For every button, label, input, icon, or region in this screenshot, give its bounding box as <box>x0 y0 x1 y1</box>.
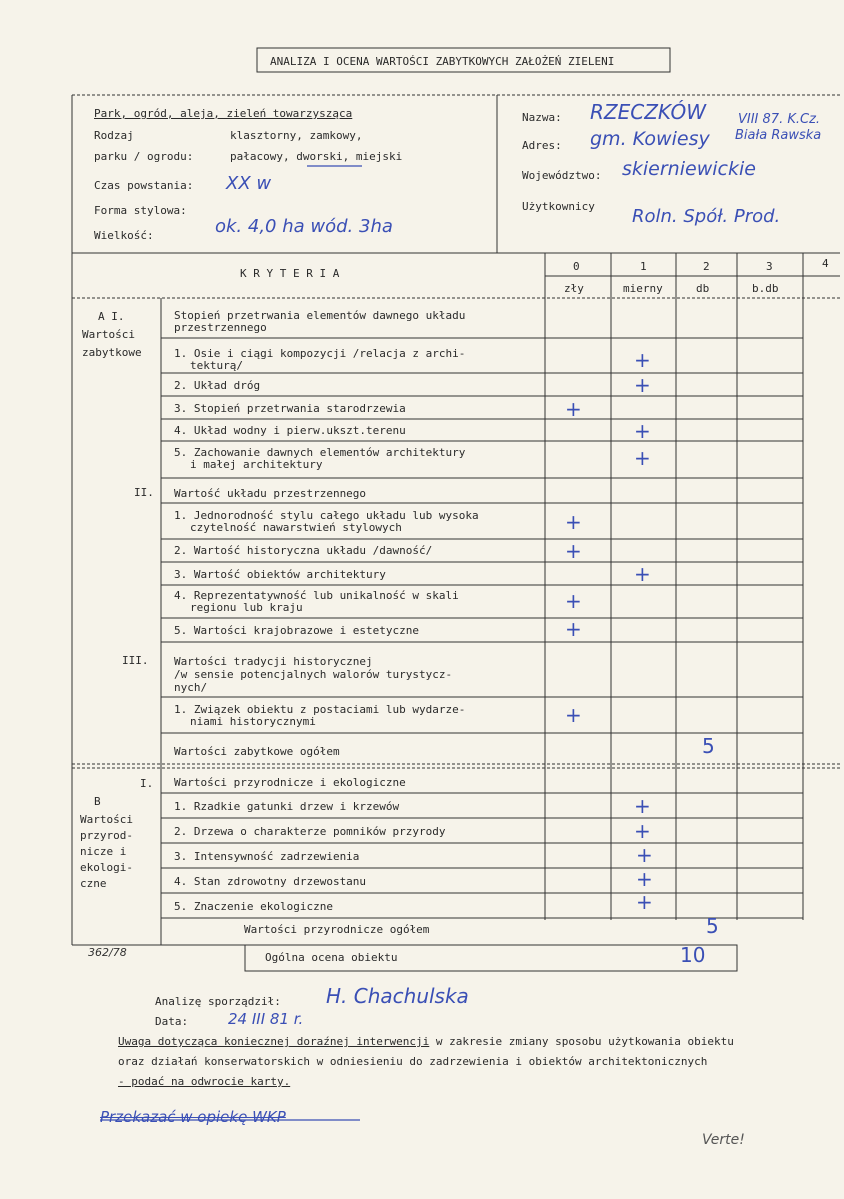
rodzaj-options-1: klasztorny, zamkowy, <box>230 129 363 142</box>
total-zabytkowe-value: 5 <box>702 734 715 758</box>
b-row5: 5. Znaczenie ekologiczne <box>174 900 333 913</box>
group1-title-2: przestrzennego <box>174 321 267 334</box>
mark-b-row2: + <box>634 819 651 843</box>
mark-a1-row5: + <box>634 446 651 470</box>
total-zabytkowe-label: Wartości zabytkowe ogółem <box>174 745 340 758</box>
mark-a2-row3: + <box>634 562 651 586</box>
date-value: 24 III 81 r. <box>228 1010 304 1028</box>
overall-label: Ogólna ocena obiektu <box>265 951 398 964</box>
a2-row3: 3. Wartość obiektów architektury <box>174 568 386 581</box>
score-3: 3 <box>766 260 773 273</box>
a1-row5-l1: 5. Zachowanie dawnych elementów architektury <box>174 446 466 459</box>
section-b-side-4: ekologi- <box>80 861 133 874</box>
section-b-side-1: Wartości <box>80 813 133 826</box>
mark-a1-row2: + <box>634 373 651 397</box>
uzytkownicy-value: Roln. Spół. Prod. <box>632 206 781 227</box>
park-label: Park, ogród, aleja, zieleń towarzysząca <box>94 107 353 120</box>
group3-title-3: nych/ <box>174 681 208 694</box>
section-a-side-1: Wartości <box>82 328 135 341</box>
criteria-label: K R Y T E R I A <box>240 267 340 280</box>
czas-label: Czas powstania: <box>94 179 194 192</box>
section-a-roman2: II. <box>134 486 154 499</box>
rodzaj-label: Rodzaj <box>94 129 134 142</box>
group-b-title: Wartości przyrodnicze i ekologiczne <box>174 776 406 789</box>
a1-row3: 3. Stopień przetrwania starodrzewia <box>174 402 406 415</box>
note-line-2: oraz działań konserwatorskich w odniesieniu do zadrzewienia i obiektów architektonicznych <box>118 1055 708 1068</box>
note-line-1-rest: w zakresie zmiany sposobu użytkowania obiektu <box>429 1035 734 1048</box>
score-1: 1 <box>640 260 647 273</box>
grade-0: zły <box>564 282 584 295</box>
uzytkownicy-label: Użytkownicy <box>522 200 595 213</box>
a2-row2: 2. Wartość historyczna układu /dawność/ <box>174 544 433 557</box>
a1-row2: 2. Układ dróg <box>174 379 261 392</box>
mark-a2-row4: + <box>565 589 582 613</box>
a1-row4: 4. Układ wodny i pierw.ukszt.terenu <box>174 424 406 437</box>
total-przyrodnicze-label: Wartości przyrodnicze ogółem <box>244 923 430 936</box>
side-note-1: VIII 87. K.Cz. <box>738 112 821 127</box>
mark-a1-row3: + <box>565 397 582 421</box>
section-a-roman: A I. <box>98 310 125 323</box>
mark-b-row5: + <box>636 890 653 914</box>
document-title: ANALIZA I OCENA WARTOŚCI ZABYTKOWYCH ZAŁOŻEŃ ZIELENI <box>270 55 615 68</box>
adres-value: gm. Kowiesy <box>590 128 710 150</box>
mark-a3-row1: + <box>565 703 582 727</box>
score-2: 2 <box>703 260 710 273</box>
score-4: 4 <box>822 257 829 270</box>
section-a-side-2: zabytkowe <box>82 346 142 359</box>
section-b-side-3: nicze i <box>80 845 127 858</box>
mark-a2-row5: + <box>565 617 582 641</box>
adres-label: Adres: <box>522 139 562 152</box>
grade-2: db <box>696 282 710 295</box>
b-row3: 3. Intensywność zadrzewienia <box>174 850 360 863</box>
crossed-out-note: Przekazać w opiekę WKP <box>100 1108 286 1126</box>
mark-a2-row1: + <box>565 510 582 534</box>
rodzaj-options-2: pałacowy, dworski, miejski <box>230 150 403 163</box>
a3-row1-l2: niami historycznymi <box>190 715 316 728</box>
group2-title: Wartość układu przestrzennego <box>174 487 367 500</box>
section-a-roman3: III. <box>122 654 149 667</box>
nazwa-value: RZECZKÓW <box>590 100 706 124</box>
a2-row4-l1: 4. Reprezentatywność lub unikalność w skali <box>174 589 459 602</box>
note-line-1 <box>118 1036 734 1048</box>
grade-3: b.db <box>752 282 779 295</box>
note-line-3: - podać na odwrocie karty. <box>118 1075 291 1088</box>
section-b-roman: I. <box>140 777 154 790</box>
side-note-2: Biała Rawska <box>735 128 822 143</box>
reference-number: 362/78 <box>88 946 127 959</box>
a2-row1-l2: czytelność nawarstwień stylowych <box>190 521 402 534</box>
mark-a2-row2: + <box>565 539 582 563</box>
a3-row1-l1: 1. Związek obiektu z postaciami lub wydarze- <box>174 703 466 716</box>
mark-a1-row1: + <box>634 348 651 372</box>
b-row4: 4. Stan zdrowotny drzewostanu <box>174 875 367 888</box>
a1-row1-l2: tekturą/ <box>190 359 243 372</box>
nazwa-label: Nazwa: <box>522 111 562 124</box>
a2-row1-l1: 1. Jednorodność stylu całego układu lub wysoka <box>174 509 479 522</box>
mark-b-row4: + <box>636 867 653 891</box>
mark-b-row3: + <box>636 843 653 867</box>
a1-row5-l2: i małej architektury <box>190 458 323 471</box>
verte-note: Verte! <box>702 1132 745 1148</box>
a2-row5: 5. Wartości krajobrazowe i estetyczne <box>174 624 420 637</box>
overall-value: 10 <box>680 943 706 967</box>
analysed-signature: H. Chachulska <box>326 984 469 1008</box>
wojewodztwo-label: Województwo: <box>522 169 602 182</box>
czas-value: XX w <box>226 173 272 194</box>
group3-title-2: /w sensie potencjalnych walorów turystycz- <box>174 668 453 681</box>
section-b-side-5: czne <box>80 877 107 890</box>
total-przyrodnicze-value: 5 <box>706 914 719 938</box>
wielkosc-label: Wielkość: <box>94 229 154 242</box>
group1-title-1: Stopień przetrwania elementów dawnego układu <box>174 309 466 322</box>
mark-a1-row4: + <box>634 419 651 443</box>
mark-b-row1: + <box>634 794 651 818</box>
wielkosc-value: ok. 4,0 ha wód. 3ha <box>215 216 393 237</box>
score-0: 0 <box>573 260 580 273</box>
section-b-letter: B <box>94 795 101 808</box>
group3-title-1: Wartości tradycji historycznej <box>174 655 373 668</box>
a2-row4-l2: regionu lub kraju <box>190 601 303 614</box>
date-label: Data: <box>155 1015 189 1028</box>
forma-label: Forma stylowa: <box>94 204 187 217</box>
b-row1: 1. Rzadkie gatunki drzew i krzewów <box>174 800 400 813</box>
note-line-1-underlined: Uwaga dotycząca koniecznej doraźnej interwencji <box>118 1035 430 1048</box>
wojewodztwo-value: skierniewickie <box>622 158 756 180</box>
a1-row1-l1: 1. Osie i ciągi kompozycji /relacja z archi- <box>174 347 466 360</box>
rodzaj-label-2: parku / ogrodu: <box>94 150 194 163</box>
section-b-side-2: przyrod- <box>80 829 133 842</box>
analysed-label: Analizę sporządził: <box>155 995 281 1008</box>
b-row2: 2. Drzewa o charakterze pomników przyrody <box>174 825 446 838</box>
grade-1: mierny <box>623 282 663 295</box>
